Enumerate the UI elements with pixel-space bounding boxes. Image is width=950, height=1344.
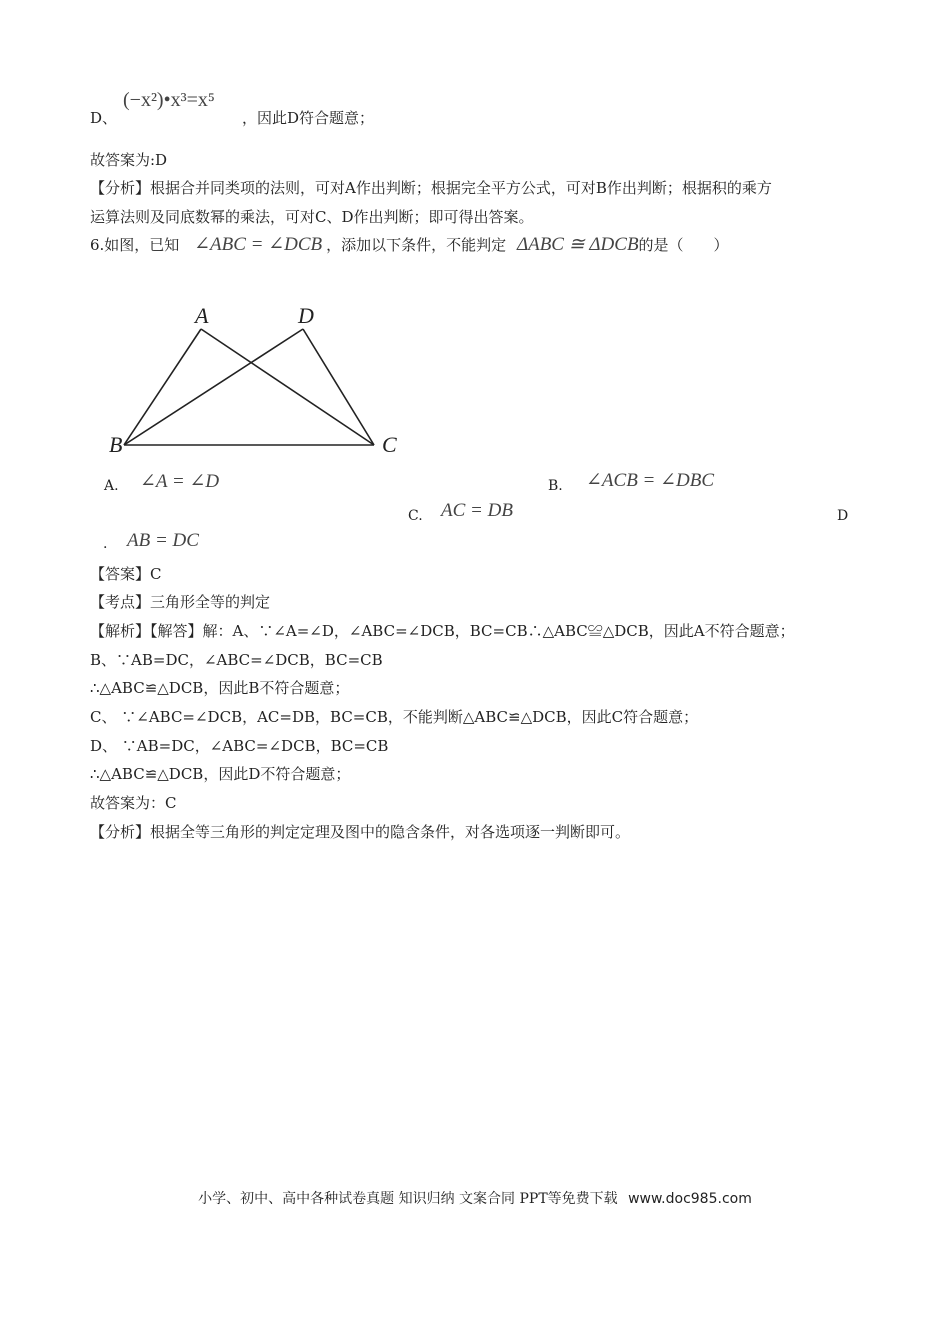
answer-line: 故答案为:D (90, 151, 168, 169)
answer-tag: 【答案】C (90, 565, 162, 583)
figure-lines (124, 329, 374, 445)
option-c-math: AC = DB (441, 500, 513, 521)
stem-part-a: 6.如图，已知 (90, 236, 180, 254)
footer-text: 小学、初中、高中各种试卷真题 知识归纳 文案合同 PPT等免费下载 (198, 1191, 618, 1207)
option-d-letter: D (837, 508, 849, 524)
solution-line-8: 【分析】根据全等三角形的判定定理及图中的隐含条件，对各选项逐一判断即可。 (90, 823, 631, 841)
option-b-math: ∠ACB = ∠DBC (586, 470, 715, 491)
solution-line-6: ∴△ABC≌△DCB，因此D不符合题意； (90, 765, 351, 783)
page-footer (0, 1188, 950, 1208)
option-d-label: D、 (90, 109, 118, 127)
option-a-label: A. (104, 478, 119, 494)
vertex-d-label: D (298, 303, 314, 328)
analysis-line-2: 运算法则及同底数幂的乘法，可对C、D作出判断；即可得出答案。 (90, 208, 534, 226)
solution-line-3: ∴△ABC≌△DCB，因此B不符合题意； (90, 679, 350, 697)
question-6-stem (90, 235, 729, 255)
solution-line-5: D、 ∵AB=DC，∠ABC=∠DCB，BC=CB (90, 737, 389, 755)
analysis-line-1 (90, 178, 772, 198)
analysis-text-1: 根据合并同类项的法则，可对A作出判断；根据完全平方公式，可对B作出判断；根据积的乘方 (150, 179, 772, 197)
formula-d: (−x²)•x³=x⁵ (123, 89, 215, 111)
option-b-label: B. (548, 478, 563, 494)
vertex-a-label: A (195, 303, 209, 328)
stem-part-c: 的是（ ） (638, 236, 729, 254)
option-d-tail: ，因此D符合题意； (242, 109, 375, 127)
segment-dc (303, 329, 374, 445)
option-c-label: C. (408, 508, 423, 524)
congruence-statement: ΔABC ≅ ΔDCB (516, 234, 639, 255)
vertex-c-label: C (382, 432, 397, 457)
stem-part-b: ，添加以下条件，不能判定 (326, 236, 507, 254)
triangle-figure (100, 300, 420, 460)
solution-line-1: 【解析】【解答】解：A、∵∠A=∠D，∠ABC=∠DCB，BC=CB∴△ABC≌△DCB，因此A不符合题意； (90, 622, 795, 640)
solution-line-2: B、∵AB=DC，∠ABC=∠DCB，BC=CB (90, 651, 383, 669)
option-d-math: AB = DC (127, 530, 199, 551)
segment-db (124, 329, 303, 445)
segment-ab (124, 329, 201, 445)
segment-ac (201, 329, 374, 445)
option-d-dot: . (103, 536, 108, 552)
solution-line-7: 故答案为：C (90, 794, 177, 812)
solution-line-4: C、 ∵∠ABC=∠DCB，AC=DB，BC=CB，不能判断△ABC≌△DCB，因此C符合题意； (90, 708, 699, 726)
topic-tag: 【考点】三角形全等的判定 (90, 593, 271, 611)
analysis-tag: 【分析】 (90, 179, 151, 197)
vertex-b-label: B (109, 432, 123, 457)
option-a-math: ∠A = ∠D (140, 471, 220, 492)
footer-url[interactable]: www.doc985.com (628, 1191, 752, 1207)
given-condition: ∠ABC = ∠DCB (194, 234, 323, 255)
